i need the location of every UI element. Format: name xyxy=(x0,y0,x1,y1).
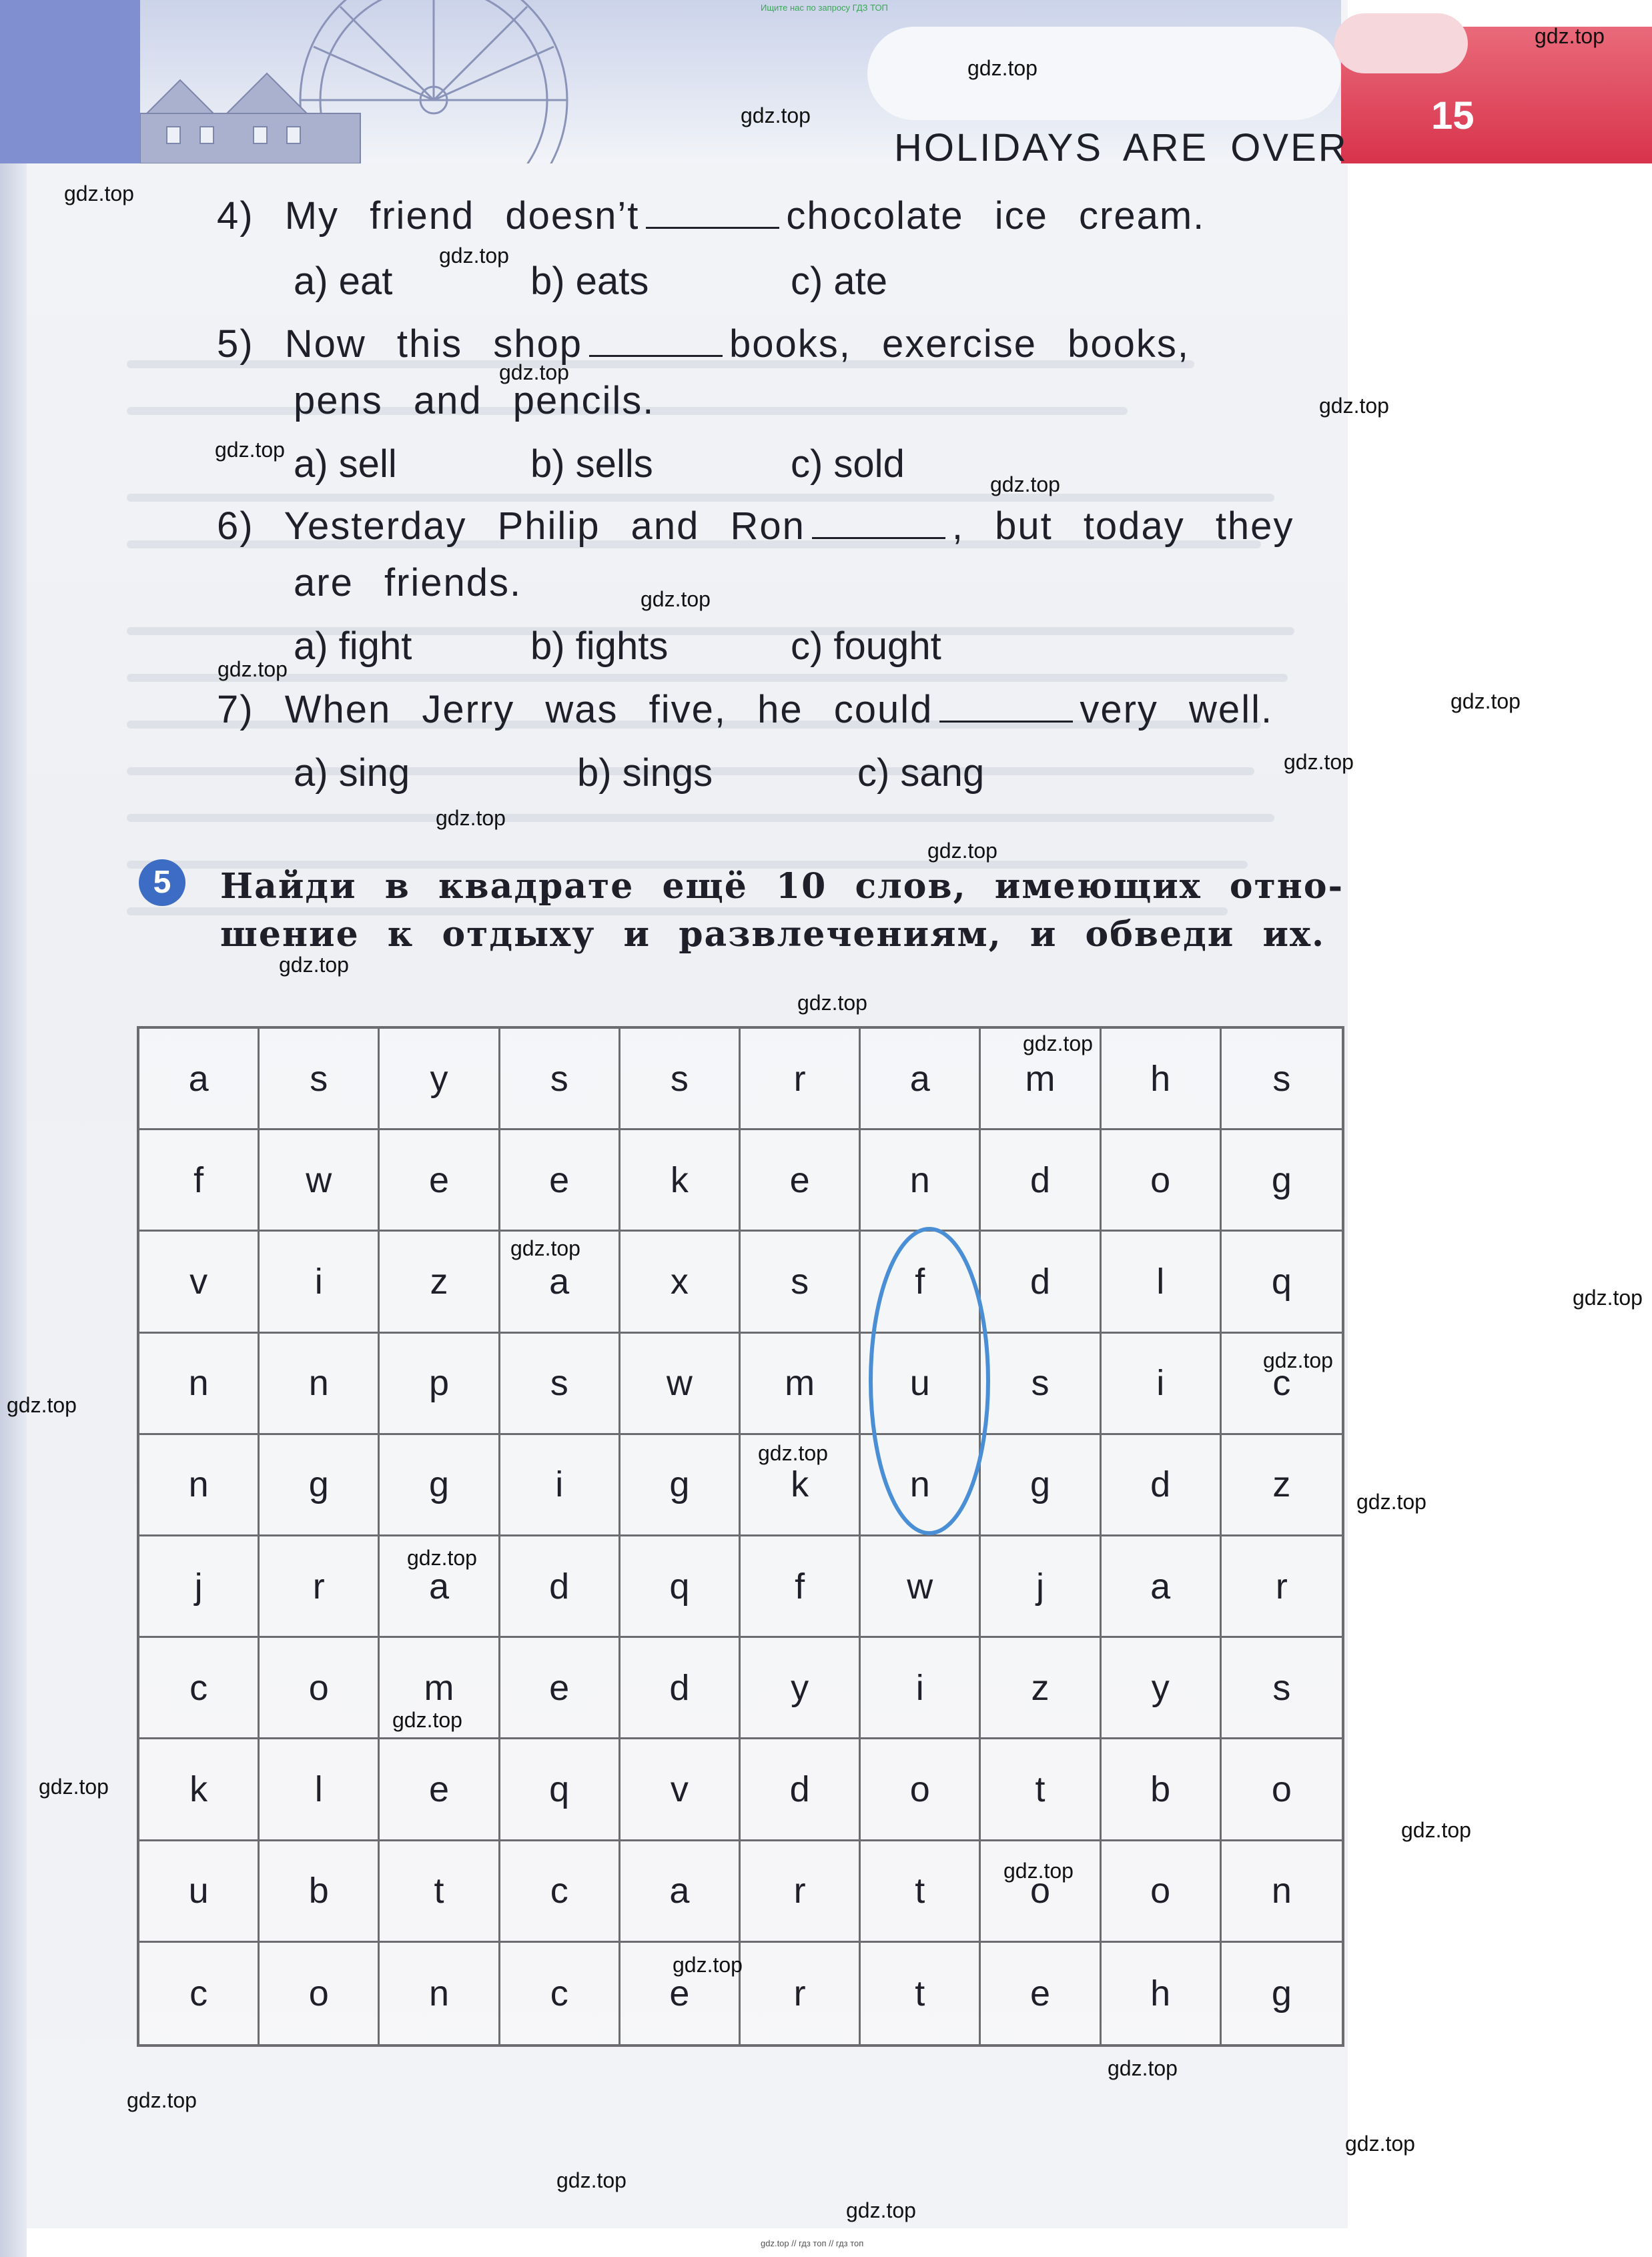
grid-cell[interactable]: o xyxy=(981,1841,1101,1943)
grid-cell[interactable]: r xyxy=(741,1943,861,2044)
grid-cell[interactable]: s xyxy=(500,1029,621,1130)
page-edge xyxy=(0,0,27,2257)
grid-cell[interactable]: u xyxy=(861,1334,981,1435)
grid-cell[interactable]: s xyxy=(260,1029,380,1130)
grid-cell[interactable]: e xyxy=(500,1638,621,1739)
watermark: gdz.top xyxy=(392,1708,462,1732)
grid-cell[interactable]: r xyxy=(741,1029,861,1130)
grid-cell[interactable]: o xyxy=(1102,1841,1222,1943)
watermark: gdz.top xyxy=(436,806,506,830)
grid-cell[interactable]: v xyxy=(139,1232,260,1333)
watermark: gdz.top xyxy=(7,1393,77,1417)
grid-cell[interactable]: n xyxy=(139,1334,260,1435)
grid-cell[interactable]: v xyxy=(621,1739,741,1841)
grid-cell[interactable]: o xyxy=(1222,1739,1342,1841)
watermark: gdz.top xyxy=(1401,1818,1471,1842)
grid-cell[interactable]: b xyxy=(1102,1739,1222,1841)
grid-cell[interactable]: g xyxy=(1271,1973,1292,2013)
exercise-item-6-continued: are friends. xyxy=(294,561,522,604)
watermark: gdz.top xyxy=(758,1441,828,1465)
grid-cell[interactable]: m xyxy=(380,1638,500,1739)
option-a[interactable]: a) sell xyxy=(294,442,397,486)
watermark: gdz.top xyxy=(39,1775,109,1799)
ferris-wheel-illustration xyxy=(140,0,661,163)
grid-cell[interactable]: u xyxy=(139,1841,260,1943)
watermark: gdz.top xyxy=(1451,689,1521,713)
grid-cell[interactable]: i xyxy=(861,1638,981,1739)
word-search-grid[interactable] xyxy=(137,1026,1344,2047)
bottom-note: gdz.top // гдз топ // гдз топ xyxy=(761,2238,864,2248)
watermark: gdz.top xyxy=(127,2088,197,2112)
grid-cell[interactable]: t xyxy=(861,1943,981,2044)
exercise-item-5: 5) Now this shop books, exercise books, xyxy=(217,322,1190,366)
option-c[interactable]: c) fought xyxy=(791,624,941,668)
grid-cell[interactable]: d xyxy=(981,1232,1101,1333)
circled-word-oval xyxy=(866,1224,993,1538)
watermark: gdz.top xyxy=(927,839,997,863)
grid-cell[interactable]: k xyxy=(139,1739,260,1841)
grid-cell[interactable]: j xyxy=(981,1536,1101,1638)
grid-cell[interactable]: e xyxy=(380,1739,500,1841)
grid-cell[interactable]: d xyxy=(741,1739,861,1841)
watermark: gdz.top xyxy=(1573,1286,1643,1310)
watermark: gdz.top xyxy=(215,438,285,462)
option-c[interactable]: c) ate xyxy=(791,260,888,303)
watermark: gdz.top xyxy=(1284,750,1354,774)
exercise-item-4: 4) My friend doesn’t chocolate ice cream. xyxy=(217,194,1206,238)
grid-cell[interactable]: d xyxy=(981,1130,1101,1232)
grid-cell[interactable]: a xyxy=(861,1029,981,1130)
watermark: gdz.top xyxy=(1263,1348,1333,1372)
grid-cell[interactable]: n xyxy=(1222,1841,1342,1943)
watermark: gdz.top xyxy=(218,657,288,681)
grid-cell[interactable]: z xyxy=(1222,1435,1342,1536)
grid-cell[interactable]: r xyxy=(1222,1536,1342,1638)
running-title: HOLIDAYS ARE OVER xyxy=(894,126,1348,169)
watermark: gdz.top xyxy=(499,360,569,384)
option-b[interactable]: b) sings xyxy=(577,751,713,795)
grid-cell[interactable]: n xyxy=(861,1435,981,1536)
grid-cell[interactable]: q xyxy=(1222,1232,1342,1333)
grid-cell[interactable]: s xyxy=(1222,1029,1342,1130)
grid-cell[interactable]: w xyxy=(621,1334,741,1435)
grid-cell[interactable]: y xyxy=(380,1029,500,1130)
grid-cell[interactable]: s xyxy=(981,1334,1101,1435)
grid-cell[interactable]: z xyxy=(981,1638,1101,1739)
header-cloud xyxy=(867,27,1341,120)
grid-cell[interactable]: k xyxy=(621,1130,741,1232)
grid-cell[interactable]: n xyxy=(260,1334,380,1435)
watermark: gdz.top xyxy=(279,953,349,977)
grid-cell[interactable]: a xyxy=(621,1841,741,1943)
grid-cell[interactable]: d xyxy=(500,1536,621,1638)
grid-cell[interactable]: e xyxy=(621,1943,741,2044)
header-color-block xyxy=(0,0,140,163)
grid-cell[interactable]: m xyxy=(741,1334,861,1435)
top-note: Ищите нас по запросу ГДЗ ТОП xyxy=(761,3,888,13)
watermark: gdz.top xyxy=(1535,24,1605,48)
grid-cell[interactable]: y xyxy=(741,1638,861,1739)
watermark: gdz.top xyxy=(846,2198,916,2222)
grid-cell[interactable]: i xyxy=(1102,1334,1222,1435)
grid-cell[interactable]: c xyxy=(500,1943,621,2044)
task-instruction-line-2: шение к отдыху и развлечениям, и обведи их. xyxy=(220,914,1326,955)
grid-cell[interactable]: s xyxy=(621,1029,741,1130)
grid-cell[interactable]: q xyxy=(500,1739,621,1841)
grid-cell[interactable]: o xyxy=(260,1638,380,1739)
page-number: 15 xyxy=(1431,94,1475,137)
watermark: gdz.top xyxy=(510,1236,580,1260)
grid-cell[interactable]: w xyxy=(260,1130,380,1232)
grid-cell[interactable]: a xyxy=(500,1232,621,1333)
grid-cell[interactable]: t xyxy=(981,1739,1101,1841)
grid-cell[interactable]: t xyxy=(861,1841,981,1943)
page-number-box xyxy=(1341,27,1652,163)
grid-cell[interactable]: f xyxy=(741,1536,861,1638)
grid-cell[interactable]: t xyxy=(380,1841,500,1943)
watermark: gdz.top xyxy=(673,1953,743,1977)
grid-cell[interactable]: b xyxy=(260,1841,380,1943)
grid-cell[interactable]: g xyxy=(380,1435,500,1536)
grid-cell[interactable]: r xyxy=(741,1841,861,1943)
watermark: gdz.top xyxy=(439,244,509,268)
grid-cell[interactable]: a xyxy=(139,1029,260,1130)
grid-cell[interactable]: e xyxy=(500,1130,621,1232)
watermark: gdz.top xyxy=(1356,1490,1426,1514)
watermark: gdz.top xyxy=(407,1546,477,1570)
option-a[interactable]: a) eat xyxy=(294,260,393,303)
task-instruction-line-1: Найди в квадрате ещё 10 слов, имеющих отно- xyxy=(220,866,1344,907)
grid-cell[interactable]: n xyxy=(380,1943,500,2044)
watermark: gdz.top xyxy=(967,56,1038,80)
task-number-badge: 5 xyxy=(139,859,185,906)
watermark: gdz.top xyxy=(990,472,1060,496)
answer-blank[interactable] xyxy=(812,510,945,539)
grid-cell[interactable]: l xyxy=(1102,1232,1222,1333)
grid-cell[interactable]: c xyxy=(500,1841,621,1943)
option-b[interactable]: b) eats xyxy=(530,260,649,303)
grid-cell[interactable]: n xyxy=(861,1130,981,1232)
watermark: gdz.top xyxy=(1108,2056,1178,2080)
option-a[interactable]: a) fight xyxy=(294,624,412,668)
option-b[interactable]: b) sells xyxy=(530,442,653,486)
grid-cell[interactable]: k xyxy=(741,1435,861,1536)
grid-cell[interactable]: x xyxy=(621,1232,741,1333)
grid-cell[interactable]: h xyxy=(1102,1943,1222,2044)
watermark: gdz.top xyxy=(556,2168,627,2192)
grid-cell[interactable]: p xyxy=(380,1334,500,1435)
grid-cell[interactable]: e xyxy=(380,1130,500,1232)
option-c[interactable]: c) sang xyxy=(857,751,985,795)
grid-cell[interactable]: c xyxy=(139,1638,260,1739)
grid-cell[interactable]: o xyxy=(1102,1130,1222,1232)
grid-cell[interactable]: e xyxy=(741,1130,861,1232)
grid-cell[interactable]: g xyxy=(1222,1130,1342,1232)
grid-cell[interactable]: r xyxy=(260,1536,380,1638)
grid-cell[interactable]: s xyxy=(1222,1638,1342,1739)
option-a[interactable]: a) sing xyxy=(294,751,410,795)
watermark: gdz.top xyxy=(1023,1031,1093,1055)
grid-cell[interactable]: y xyxy=(1102,1638,1222,1739)
grid-cell[interactable]: j xyxy=(139,1536,260,1638)
grid-cell[interactable]: c xyxy=(1222,1334,1342,1435)
answer-blank[interactable] xyxy=(646,200,779,229)
grid-cell[interactable]: q xyxy=(621,1536,741,1638)
grid-cell[interactable]: o xyxy=(260,1943,380,2044)
grid-cell[interactable]: l xyxy=(260,1739,380,1841)
grid-cell[interactable]: f xyxy=(861,1232,981,1333)
grid-cell[interactable]: m xyxy=(981,1029,1101,1130)
grid-cell[interactable]: s xyxy=(741,1232,861,1333)
option-c[interactable]: c) sold xyxy=(791,442,905,486)
option-b[interactable]: b) fights xyxy=(530,624,669,668)
exercise-item-6: 6) Yesterday Philip and Ron , but today they xyxy=(217,504,1294,548)
grid-cell[interactable]: g xyxy=(981,1435,1101,1536)
answer-blank[interactable] xyxy=(589,328,723,357)
grid-cell[interactable]: h xyxy=(1102,1029,1222,1130)
grid-cell[interactable]: i xyxy=(260,1232,380,1333)
grid-cell[interactable]: z xyxy=(380,1232,500,1333)
grid-cell[interactable]: w xyxy=(861,1536,981,1638)
exercise-item-5-continued: pens and pencils. xyxy=(294,379,655,422)
grid-cell[interactable]: g xyxy=(260,1435,380,1536)
grid-cell[interactable]: o xyxy=(861,1739,981,1841)
grid-cell[interactable]: s xyxy=(500,1334,621,1435)
grid-cell[interactable]: a xyxy=(380,1536,500,1638)
exercise-item-7: 7) When Jerry was five, he could very well. xyxy=(217,688,1274,731)
watermark: gdz.top xyxy=(1319,394,1389,418)
watermark: gdz.top xyxy=(797,991,867,1015)
grid-cell[interactable]: n xyxy=(139,1435,260,1536)
grid-cell[interactable]: i xyxy=(500,1435,621,1536)
grid-cell[interactable]: f xyxy=(139,1130,260,1232)
watermark: gdz.top xyxy=(64,181,134,205)
watermark: gdz.top xyxy=(641,587,711,611)
grid-cell[interactable]: d xyxy=(621,1638,741,1739)
grid-cell[interactable]: a xyxy=(1102,1536,1222,1638)
watermark: gdz.top xyxy=(1345,2132,1415,2156)
watermark: gdz.top xyxy=(1003,1859,1074,1883)
watermark: gdz.top xyxy=(741,103,811,127)
grid-cell[interactable]: e xyxy=(981,1943,1101,2044)
grid-cell[interactable]: c xyxy=(139,1943,260,2044)
answer-blank[interactable] xyxy=(939,694,1073,723)
grid-cell[interactable]: d xyxy=(1102,1435,1222,1536)
grid-cell[interactable]: g xyxy=(621,1435,741,1536)
